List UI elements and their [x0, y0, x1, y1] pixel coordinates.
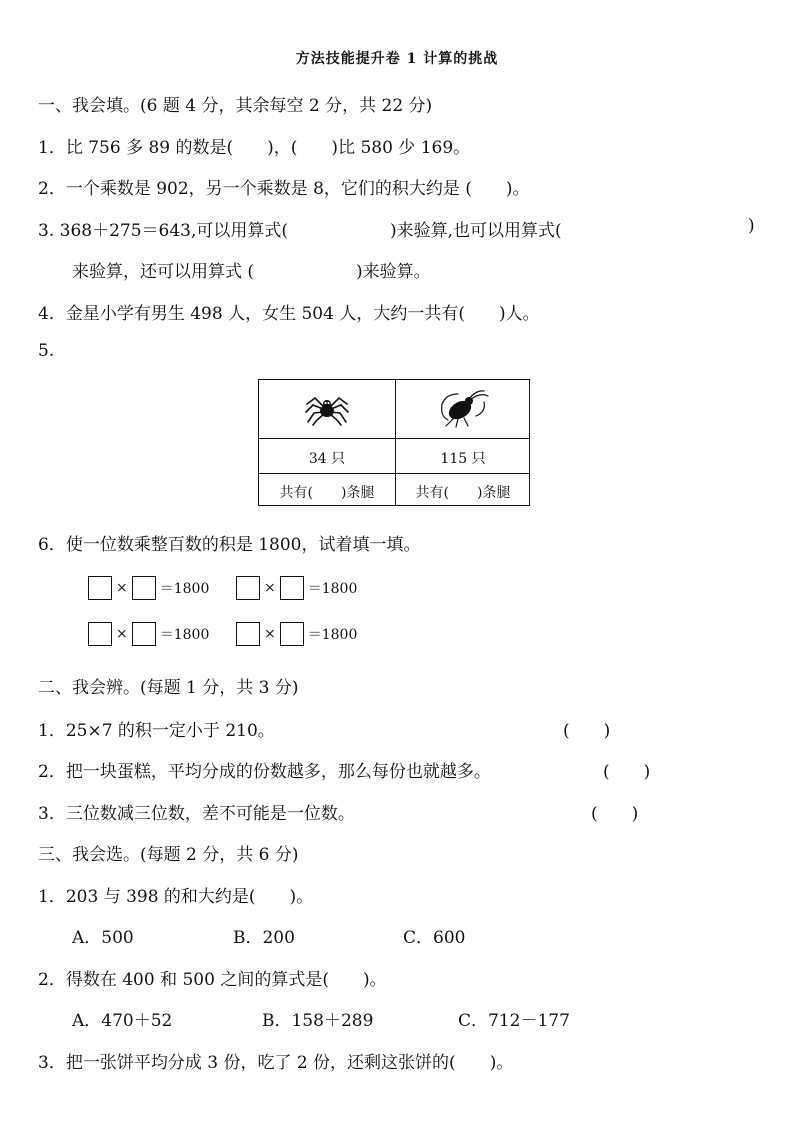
- answer-box[interactable]: [132, 622, 156, 646]
- equation-2: × ＝1800: [236, 576, 357, 600]
- equation-3: × ＝1800: [88, 622, 209, 646]
- question-1-3a: 3. 368＋275＝643,可以用算式( )来验算,也可以用算式(: [38, 221, 562, 241]
- section3-heading: 三、我会选。(每题 2 分，共 6 分): [38, 845, 299, 865]
- equation-4: × ＝1800: [236, 622, 357, 646]
- section1-heading: 一、我会填。(6 题 4 分，其余每空 2 分，共 22 分): [38, 96, 433, 116]
- question-1-1: 1．比 756 多 89 的数是( )，( )比 580 少 169。: [38, 138, 471, 158]
- answer-box[interactable]: [88, 622, 112, 646]
- judge-item-3: 3．三位数减三位数，差不可能是一位数。: [38, 804, 355, 824]
- section2-heading: 二、我会辨。(每题 1 分，共 3 分): [38, 678, 299, 698]
- spider-legs: 共有( )条腿: [279, 485, 375, 501]
- choice-2-option-c[interactable]: C．712－177: [458, 1011, 570, 1031]
- judge-item-2: 2．把一块蛋糕，平均分成的份数越多，那么每份也就越多。: [38, 762, 491, 782]
- choice-1-option-a[interactable]: A．500: [72, 928, 134, 948]
- choice-question-1: 1．203 与 398 的和大约是( )。: [38, 887, 314, 907]
- answer-box[interactable]: [280, 622, 304, 646]
- question-1-3b: 来验算，还可以用算式 ( )来验算。: [72, 262, 431, 282]
- choice-2-option-a[interactable]: A．470＋52: [72, 1011, 173, 1031]
- spider-count: 34 只: [308, 451, 346, 467]
- question-1-4: 4．金星小学有男生 498 人，女生 504 人，大约一共有( )人。: [38, 304, 540, 324]
- answer-box[interactable]: [236, 622, 260, 646]
- choice-2-option-b[interactable]: B．158＋289: [262, 1011, 374, 1031]
- judge-paren-2[interactable]: ( ): [603, 762, 651, 782]
- choice-question-3: 3．把一张饼平均分成 3 份，吃了 2 份，还剩这张饼的( )。: [38, 1053, 514, 1073]
- equation-1: × ＝1800: [88, 576, 209, 600]
- choice-1-option-c[interactable]: C．600: [403, 928, 466, 948]
- cricket-legs: 共有( )条腿: [415, 485, 511, 501]
- judge-item-1: 1．25×7 的积一定小于 210。: [38, 721, 275, 741]
- cricket-count: 115 只: [440, 451, 486, 467]
- question-1-5: 5.: [38, 341, 55, 361]
- answer-box[interactable]: [132, 576, 156, 600]
- question-1-2: 2．一个乘数是 902，另一个乘数是 8，它们的积大约是 ( )。: [38, 179, 530, 199]
- choice-question-2: 2．得数在 400 和 500 之间的算式是( )。: [38, 970, 387, 990]
- question-1-3-close-paren: ): [748, 216, 755, 236]
- answer-box[interactable]: [88, 576, 112, 600]
- answer-box[interactable]: [280, 576, 304, 600]
- judge-paren-1[interactable]: ( ): [563, 721, 611, 741]
- answer-box[interactable]: [236, 576, 260, 600]
- question-1-6: 6．使一位数乘整百数的积是 1800，试着填一填。: [38, 535, 421, 555]
- cricket-icon: [395, 380, 531, 438]
- page-title: 方法技能提升卷 1 计算的挑战: [295, 51, 499, 67]
- choice-1-option-b[interactable]: B．200: [233, 928, 295, 948]
- spider-icon: [259, 380, 395, 438]
- legs-table: [258, 379, 530, 506]
- judge-paren-3[interactable]: ( ): [591, 804, 639, 824]
